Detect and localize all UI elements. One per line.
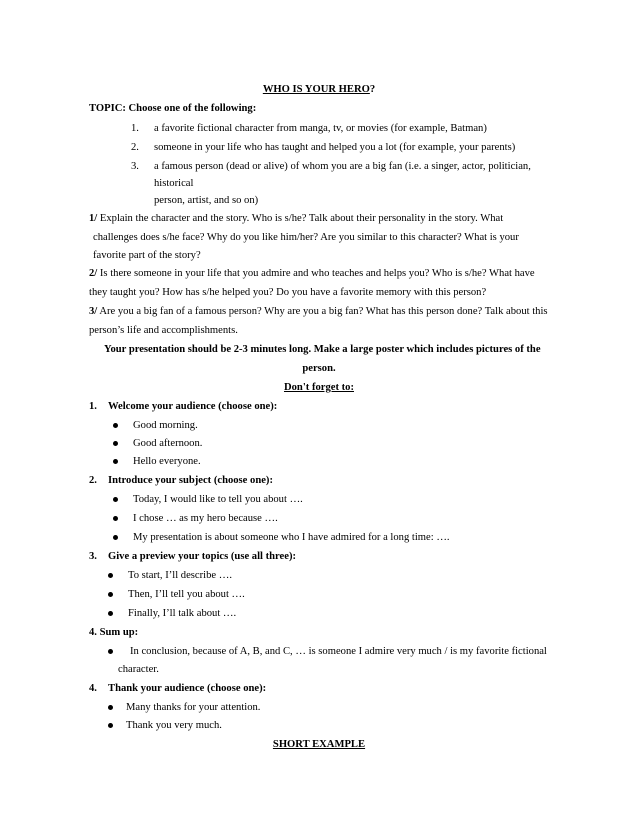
question-2 xyxy=(89,267,535,280)
step-number: 4. xyxy=(89,683,97,694)
step-title: Sum up: xyxy=(99,627,139,638)
page-title xyxy=(0,83,638,96)
step-item: Thank you very much. xyxy=(126,720,222,731)
bullet-icon xyxy=(108,573,113,578)
topic-option-number: 2. xyxy=(131,142,139,153)
step-item: Hello everyone. xyxy=(133,456,201,467)
step-title: Give a preview your topics (use all three): xyxy=(108,551,297,562)
reminder-heading: Don't forget to: xyxy=(283,382,354,393)
step-item: My presentation is about someone who I have admired for a long time: …. xyxy=(133,532,450,543)
step-item: Today, I would like to tell you about …. xyxy=(133,494,303,505)
step-item-continuation: character. xyxy=(118,664,159,675)
step-item: In conclusion, because of A, B, and C, … is someone I admire very much / is my favorite fictional xyxy=(130,646,547,657)
bullet-icon xyxy=(108,723,113,728)
bullet-icon xyxy=(113,535,118,540)
instructions-line: Your presentation should be 2-3 minutes long. Make a large poster which includes pictures of the xyxy=(104,344,541,355)
step-number: 4. xyxy=(89,627,97,638)
topic-option-number: 3. xyxy=(131,161,139,172)
bullet-icon xyxy=(113,516,118,521)
question-1 xyxy=(89,212,503,225)
topic-option-text: a famous person (dead or alive) of whom you are a big fan (i.e. a singer, actor, politician, xyxy=(154,161,531,172)
step-title: Welcome your audience (choose one): xyxy=(108,401,278,412)
topic-option-continuation: person, artist, and so on) xyxy=(154,195,259,206)
step-title: Introduce your subject (choose one): xyxy=(108,475,273,486)
bullet-icon xyxy=(113,441,118,446)
bullet-icon xyxy=(108,611,113,616)
question-3 xyxy=(89,305,548,318)
footer-heading: SHORT EXAMPLE xyxy=(272,739,366,750)
bullet-icon xyxy=(113,423,118,428)
step-item: Then, I’ll tell you about …. xyxy=(128,589,245,600)
step-number: 2. xyxy=(89,475,97,486)
topic-option-text: a favorite fictional character from manga, tv, or movies (for example, Batman) xyxy=(154,123,487,134)
question-text: Is there someone in your life that you admire and who teaches and helps you? Who is s/he? What have xyxy=(99,268,535,279)
step-number: 1. xyxy=(89,401,97,412)
bullet-icon xyxy=(108,592,113,597)
question-number: 1/ xyxy=(89,213,98,224)
title-text: WHO IS YOUR HERO xyxy=(262,84,370,95)
step-item: I chose … as my hero because …. xyxy=(133,513,278,524)
question-text: Are you a big fan of a famous person? Why are you a big fan? What has this person done? Talk about this xyxy=(99,306,548,317)
title-suffix: ? xyxy=(369,84,376,95)
step-item: Many thanks for your attention. xyxy=(126,702,261,713)
question-text: favorite part of the story? xyxy=(93,250,201,261)
step-item: To start, I’ll describe …. xyxy=(128,570,232,581)
step-title: Thank your audience (choose one): xyxy=(108,683,267,694)
question-text: Explain the character and the story. Who is s/he? Talk about their personality in the story. What xyxy=(99,213,504,224)
step-item: Finally, I’ll talk about …. xyxy=(128,608,237,619)
bullet-icon xyxy=(113,497,118,502)
bullet-icon xyxy=(108,649,113,654)
step-item: Good afternoon. xyxy=(133,438,203,449)
question-text: challenges does s/he face? Why do you like him/her? Are you similar to this character? What is your xyxy=(93,232,519,243)
topic-option-number: 1. xyxy=(131,123,139,134)
step-item: Good morning. xyxy=(133,420,198,431)
bullet-icon xyxy=(108,705,113,710)
question-number: 3/ xyxy=(89,306,98,317)
step-heading xyxy=(89,626,138,639)
instructions-line: person. xyxy=(302,363,336,374)
step-number: 3. xyxy=(89,551,97,562)
bullet-icon xyxy=(113,459,118,464)
question-number: 2/ xyxy=(89,268,98,279)
topic-option-text: someone in your life who has taught and helped you a lot (for example, your parents) xyxy=(154,142,516,153)
question-text: person’s life and accomplishments. xyxy=(89,325,238,336)
topic-option-continuation: historical xyxy=(154,178,194,189)
topic-heading: TOPIC: Choose one of the following: xyxy=(89,103,257,114)
question-text: they taught you? How has s/he helped you? Do you have a favorite memory with this person? xyxy=(89,287,487,298)
